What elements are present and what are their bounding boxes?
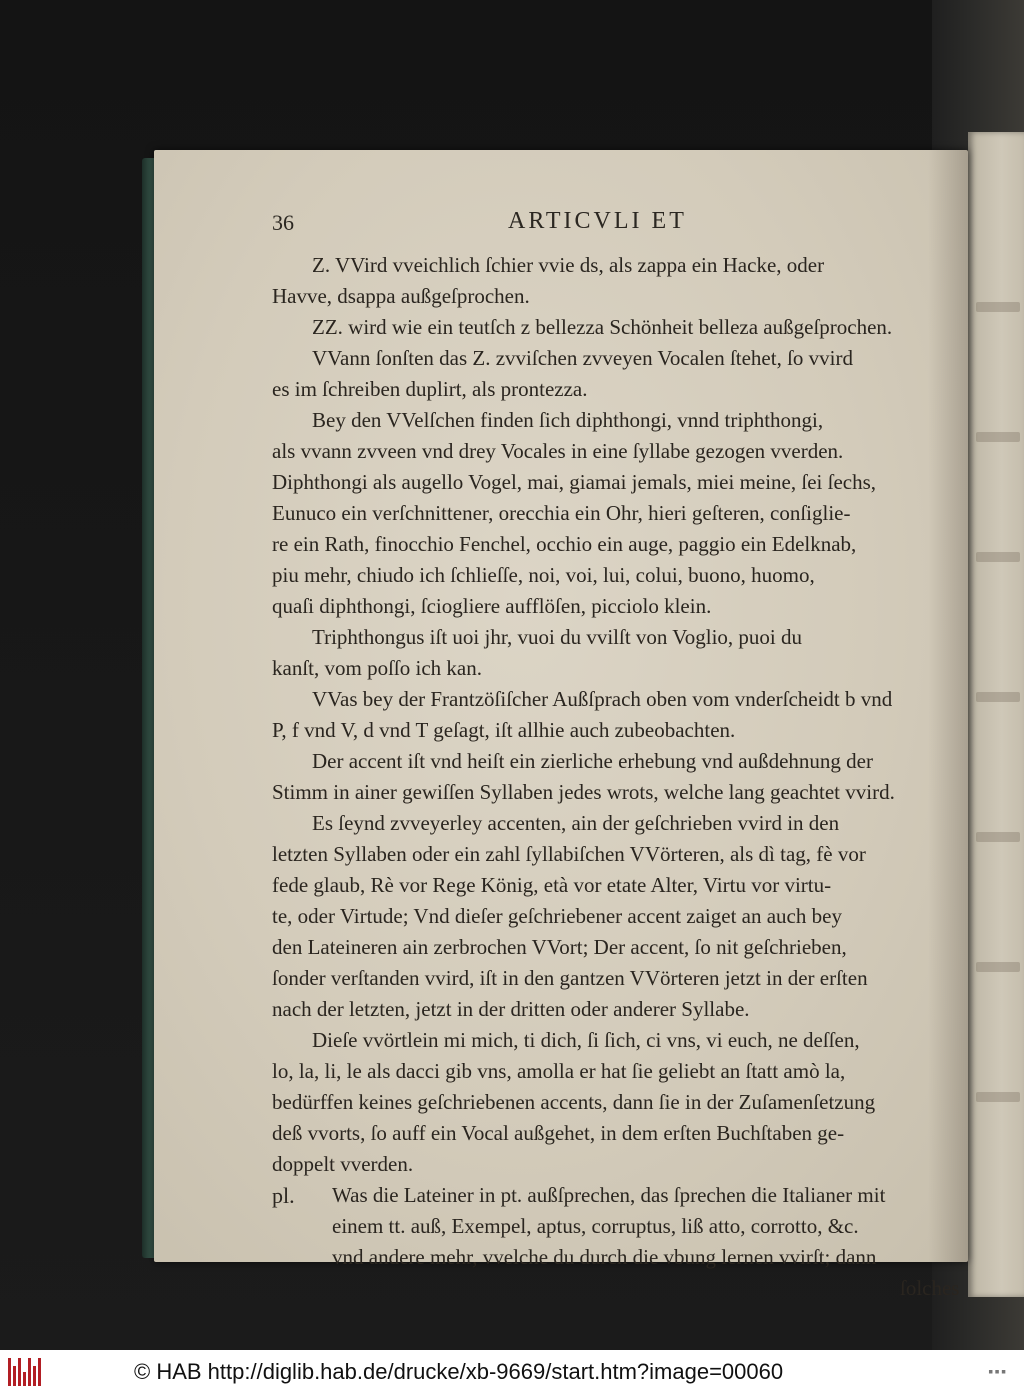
- text-line: vnd andere mehr, vvelche du durch die vbung lernen vvirſt; dann: [332, 1245, 877, 1269]
- text-line: Dieſe vvörtlein mi mich, ti dich, ſi ſich, ci vns, vi euch, ne deſſen,: [312, 1028, 860, 1052]
- body-text: [272, 250, 962, 1304]
- text-line: fede glaub, Rè vor Rege König, età vor etate Alter, Virtu vor virtu-: [272, 873, 832, 897]
- text-line: einem tt. auß, Exempel, aptus, corruptus, liß atto, corrotto, &c.: [332, 1214, 859, 1238]
- text-line-content: Was die Lateiner in pt. außſprechen, das ſprechen die Italianer mit: [332, 1183, 886, 1207]
- text-line: re ein Rath, finocchio Fenchel, occhio ein auge, paggio ein Edelknab,: [272, 532, 857, 556]
- hab-logo-icon: [8, 1358, 42, 1386]
- text-line: Stimm in ainer gewiſſen Syllaben jedes wrots, welche lang geachtet vvird.: [272, 780, 895, 804]
- text-line: kanſt, vom poſſo ich kan.: [272, 656, 482, 680]
- text-line: den Lateineren ain zerbrochen VVort; Der accent, ſo nit geſchrieben,: [272, 935, 847, 959]
- text-line: doppelt vverden.: [272, 1152, 414, 1176]
- viewer-zoom-icon[interactable]: ▪▪▪: [988, 1367, 1008, 1377]
- text-line: Bey den VVelſchen finden ſich diphthongi, vnnd triphthongi,: [312, 408, 824, 432]
- text-line: Z. VVird vveichlich ſchier vvie ds, als zappa ein Hacke, oder: [312, 253, 825, 277]
- text-line: quaſi diphthongi, ſciogliere aufflöſen, picciolo klein.: [272, 594, 712, 618]
- margin-note: pl.: [272, 1183, 295, 1208]
- text-line: letzten Syllaben oder ein zahl ſyllabiſchen VVörteren, als dì tag, fè vor: [272, 842, 866, 866]
- text-line: VVas bey der Frantzöſiſcher Außſprach oben vom vnderſcheidt b vnd: [312, 687, 893, 711]
- text-line: piu mehr, chiudo ich ſchlieſſe, noi, voi, lui, colui, buono, huomo,: [272, 563, 815, 587]
- text-line: es im ſchreiben duplirt, als prontezza.: [272, 377, 588, 401]
- text-line: te, oder Virtude; Vnd dieſer geſchriebener accent zaiget an auch bey: [272, 904, 842, 928]
- text-line: als vvann zvveen vnd drey Vocales in eine ſyllabe gezogen vverden.: [272, 439, 844, 463]
- text-line: ZZ. wird wie ein teutſch z bellezza Schönheit belleza außgeſprochen.: [312, 315, 893, 339]
- text-line: bedürffen keines geſchriebenen accents, dann ſie in der Zuſamenſetzung: [272, 1090, 876, 1114]
- copyright-link[interactable]: © HAB http://diglib.hab.de/drucke/xb-9669/start.htm?image=00060: [134, 1359, 784, 1384]
- facing-page-edge: [968, 132, 1024, 1297]
- text-line: [272, 1180, 962, 1211]
- text-line: ſonder verſtanden vvird, iſt in den gantzen VVörteren jetzt in der erſten: [272, 966, 868, 990]
- viewer-footer: [0, 1350, 1024, 1394]
- text-line: Es ſeynd zvveyerley accenten, ain der geſchrieben vvird in den: [312, 811, 840, 835]
- catchword: ſolches: [900, 1276, 960, 1300]
- text-line: Havve, dsappa außgeſprochen.: [272, 284, 530, 308]
- text-line: Triphthongus iſt uoi jhr, vuoi du vvilſt von Voglio, puoi du: [312, 625, 803, 649]
- text-line: Der accent iſt vnd heiſt ein zierliche erhebung vnd außdehnung der: [312, 749, 873, 773]
- text-line: deß vvorts, ſo auff ein Vocal außgehet, in dem erſten Buchſtaben ge-: [272, 1121, 845, 1145]
- text-line: Diphthongi als augello Vogel, mai, giamai jemals, miei meine, ſei ſechs,: [272, 470, 877, 494]
- page-number: 36: [272, 210, 294, 235]
- text-line: VVann ſonſten das Z. zvviſchen zvveyen Vocalen ſtehet, ſo vvird: [312, 346, 853, 370]
- text-line: lo, la, li, le als dacci gib vns, amolla er hat ſie geliebt an ſtatt amò la,: [272, 1059, 846, 1083]
- running-title: ARTICVLI ET: [508, 208, 687, 234]
- running-head: [272, 210, 932, 250]
- text-line: Eunuco ein verſchnittener, orecchia ein Ohr, hieri geſteren, conſiglie-: [272, 501, 851, 525]
- text-line: nach der letzten, jetzt in der dritten oder anderer Syllabe.: [272, 997, 750, 1021]
- book-page: [154, 150, 968, 1300]
- text-line: P, f vnd V, d vnd T geſagt, iſt allhie auch zubeobachten.: [272, 718, 736, 742]
